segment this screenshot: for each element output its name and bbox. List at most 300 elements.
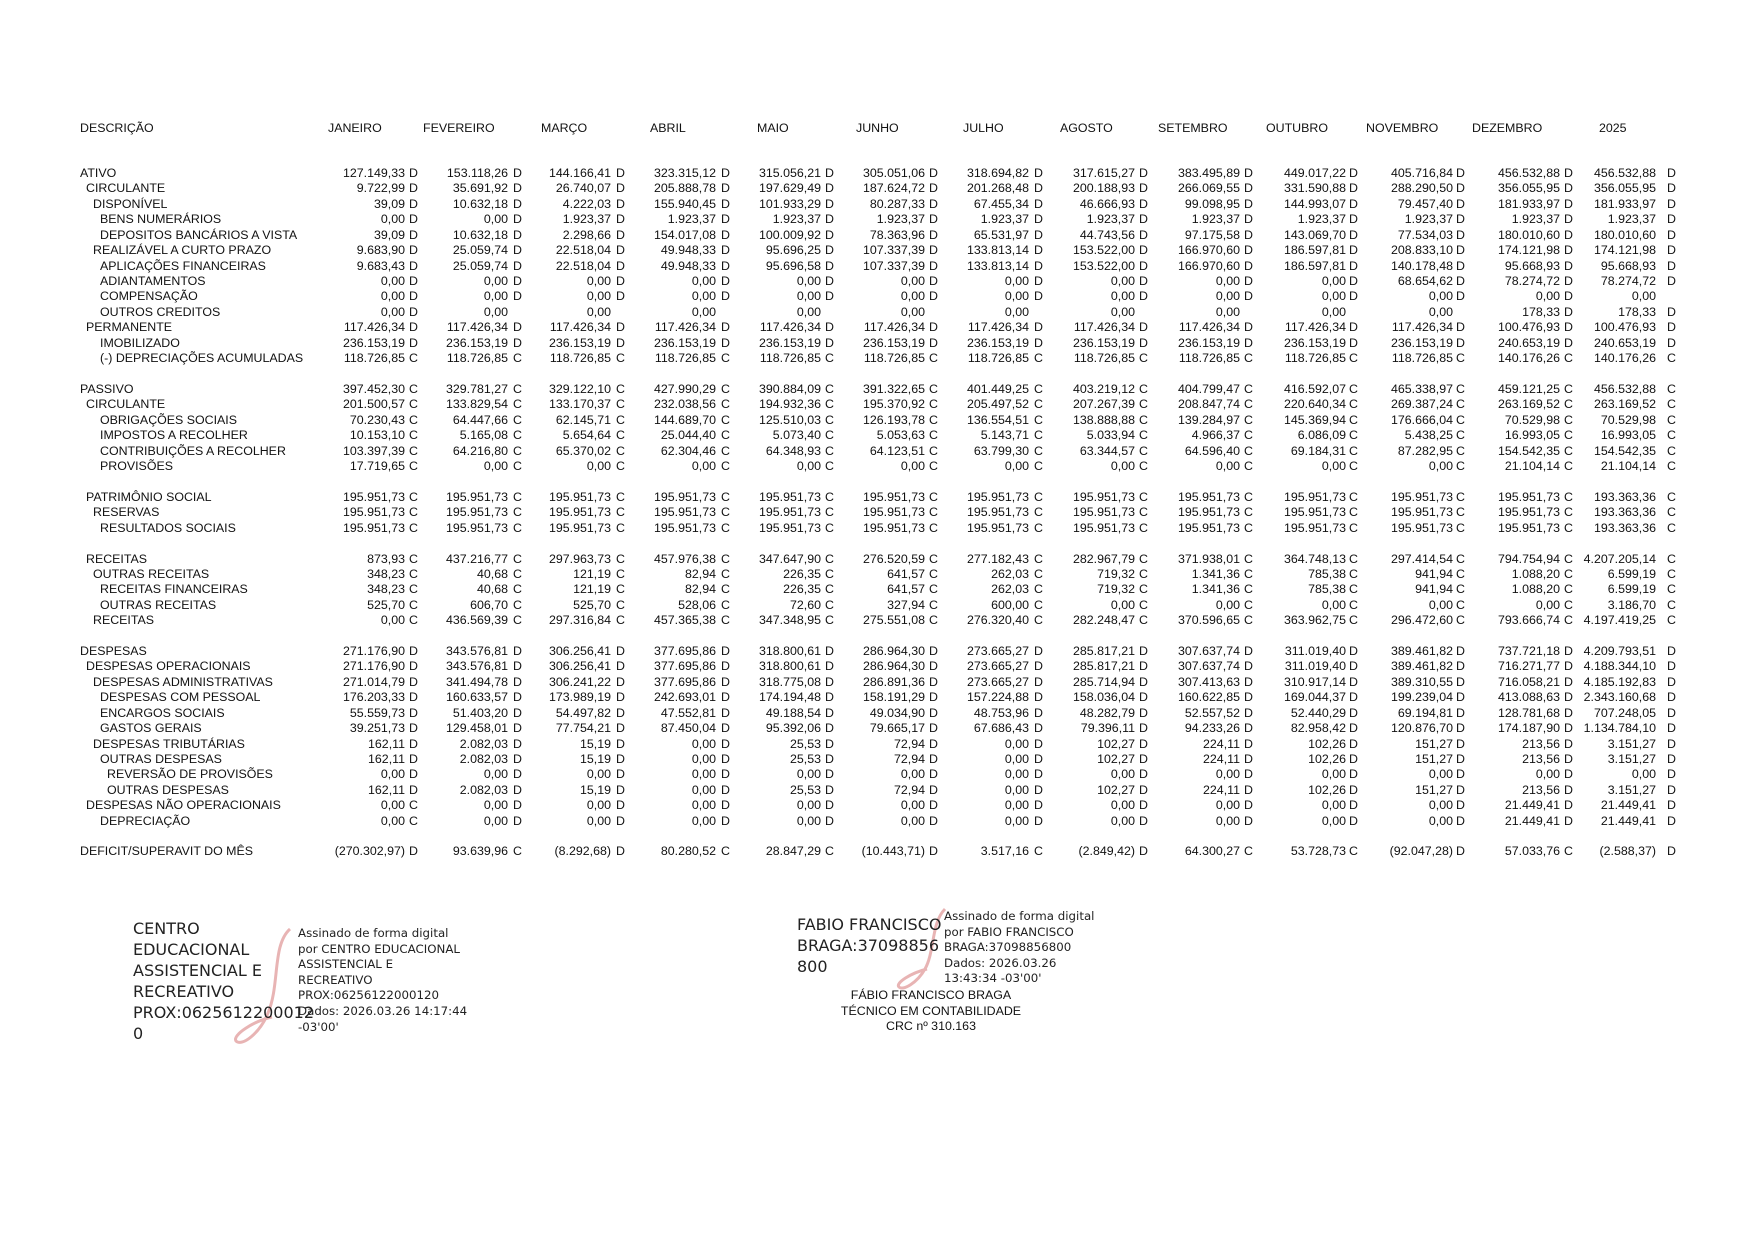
cell-balance-type: C	[409, 520, 418, 535]
cell-balance-type: C	[1564, 597, 1573, 612]
cell-value: 3.517,16	[980, 844, 1029, 859]
cell-balance-type: D	[1667, 705, 1676, 720]
cell-value: 240.653,19	[1497, 335, 1560, 350]
cell-balance-type: D	[721, 196, 730, 211]
cell-value: 341.494,78	[445, 674, 508, 689]
cell-balance-type: D	[1667, 243, 1676, 258]
cell-value: 356.055,95	[1497, 181, 1560, 196]
cell-balance-type: D	[616, 767, 625, 782]
cell-balance-type: D	[616, 751, 625, 766]
cell-balance-type: C	[513, 428, 522, 443]
cell-value: 271.014,79	[342, 674, 405, 689]
cell-balance-type: D	[825, 320, 834, 335]
cell-balance-type: D	[1034, 196, 1043, 211]
cell-value: 317.615,27	[1072, 166, 1135, 180]
cell-balance-type: C	[616, 520, 625, 535]
cell-value: 69.194,81	[1397, 705, 1453, 720]
cell-balance-type: D	[1564, 674, 1573, 689]
column-header: OUTUBRO	[1266, 121, 1328, 135]
cell-value: 457.365,38	[653, 613, 716, 628]
cell-value: 0,00	[900, 813, 925, 828]
cell-value: 26.740,07	[555, 181, 611, 196]
cell-balance-type: C	[1034, 582, 1043, 597]
cell-balance-type: C	[1667, 443, 1676, 458]
cell-balance-type: C	[1349, 505, 1358, 520]
cell-value: 49.188,54	[765, 705, 821, 720]
cell-value: 1.923,37	[1297, 212, 1346, 227]
cell-balance-type: D	[1456, 258, 1465, 273]
cell-value: 21.449,41	[1504, 813, 1560, 828]
cell-value: 0,00	[380, 767, 405, 782]
signer-name-left	[133, 918, 314, 1044]
cell-value: 72,94	[893, 751, 925, 766]
signature-text-line: ASSISTENCIAL E	[133, 961, 262, 980]
row-label: ENCARGOS SOCIAIS	[100, 705, 225, 720]
cell-value: 64.596,40	[1184, 443, 1240, 458]
cell-balance-type: D	[1564, 166, 1573, 180]
cell-balance-type: C	[409, 351, 418, 366]
cell-balance-type: D	[1349, 227, 1358, 242]
cell-value: 0,00	[586, 304, 611, 319]
cell-value: 64.447,66	[452, 412, 508, 427]
cell-balance-type: D	[721, 798, 730, 813]
cell-value: 3.151,27	[1607, 782, 1656, 797]
cell-balance-type: D	[513, 782, 522, 797]
cell-balance-type: D	[1349, 813, 1358, 828]
cell-value: 117.426,34	[1178, 320, 1240, 335]
cell-value: 449.017,22	[1283, 166, 1346, 180]
cell-value: 297.316,84	[548, 613, 611, 628]
cell-value: 101.933,29	[758, 196, 821, 211]
cell-balance-type: D	[1456, 335, 1465, 350]
cell-balance-type: D	[409, 844, 418, 859]
cell-value: 49.034,90	[869, 705, 925, 720]
cell-balance-type: D	[513, 227, 522, 242]
cell-balance-type: D	[929, 320, 938, 335]
cell-balance-type: C	[1667, 613, 1676, 628]
cell-balance-type: D	[409, 196, 418, 211]
cell-value: 201.268,48	[966, 181, 1029, 196]
cell-value: 195.951,73	[1390, 489, 1453, 504]
cell-value: 197.629,49	[758, 181, 821, 196]
cell-value: 236.153,19	[653, 335, 716, 350]
cell-value: 16.993,05	[1600, 428, 1656, 443]
cell-balance-type: C	[1139, 551, 1148, 566]
cell-balance-type: C	[513, 582, 522, 597]
cell-value: 46.666,93	[1079, 196, 1135, 211]
cell-value: 195.951,73	[966, 520, 1029, 535]
cell-balance-type: C	[409, 551, 418, 566]
cell-value: 0,00	[1004, 782, 1029, 797]
cell-balance-type: D	[929, 674, 938, 689]
cell-value: 6.599,19	[1607, 566, 1656, 581]
cell-balance-type: D	[1244, 813, 1253, 828]
cell-balance-type: D	[513, 289, 522, 304]
cell-value: 5.033,94	[1086, 428, 1135, 443]
cell-balance-type: D	[1349, 289, 1358, 304]
cell-balance-type: C	[513, 520, 522, 535]
cell-balance-type: C	[825, 412, 834, 427]
cell-value: 0,00	[796, 289, 821, 304]
signature-text-line: Assinado de forma digital	[298, 926, 449, 940]
cell-value: 0,00	[1321, 273, 1346, 288]
cell-balance-type: D	[513, 212, 522, 227]
cell-balance-type: C	[721, 551, 730, 566]
cell-balance-type: D	[1034, 721, 1043, 736]
cell-balance-type: C	[513, 505, 522, 520]
cell-value: 0,00	[1110, 458, 1135, 473]
cell-balance-type: D	[721, 243, 730, 258]
cell-value: 0,00	[380, 212, 405, 227]
cell-balance-type: C	[825, 844, 834, 859]
cell-value: 62.304,46	[660, 443, 716, 458]
cell-balance-type: D	[1034, 751, 1043, 766]
cell-balance-type: C	[1244, 551, 1253, 566]
column-header: FEVEREIRO	[423, 121, 495, 135]
cell-value: 0,00	[483, 304, 508, 319]
cell-value: 69.184,31	[1290, 443, 1346, 458]
cell-balance-type: D	[929, 212, 938, 227]
cell-balance-type: D	[1667, 751, 1676, 766]
cell-value: 427.990,29	[653, 381, 716, 396]
cell-value: 87.450,04	[660, 721, 716, 736]
cell-value: 719,32	[1097, 582, 1135, 597]
cell-value: 236.153,19	[862, 335, 925, 350]
cell-value: 154.017,08	[653, 227, 716, 242]
cell-value: 195.951,73	[1390, 520, 1453, 535]
column-header: JUNHO	[856, 121, 899, 135]
cell-value: 205.497,52	[966, 397, 1029, 412]
cell-balance-type: C	[721, 613, 730, 628]
cell-balance-type: C	[513, 597, 522, 612]
cell-balance-type: D	[616, 335, 625, 350]
cell-balance-type: C	[1349, 582, 1358, 597]
cell-value: 195.951,73	[548, 505, 611, 520]
cell-balance-type: D	[825, 273, 834, 288]
row-label: DESPESAS TRIBUTÁRIAS	[93, 736, 245, 751]
cell-balance-type: C	[1667, 458, 1676, 473]
cell-value: 107.337,39	[862, 258, 925, 273]
cell-value: 0,00	[1004, 751, 1029, 766]
cell-value: 15,19	[579, 782, 611, 797]
cell-balance-type: C	[825, 613, 834, 628]
cell-balance-type: C	[1244, 489, 1253, 504]
cell-balance-type: C	[409, 813, 418, 828]
cell-value: 77.754,21	[555, 721, 611, 736]
row-label: OUTROS CREDITOS	[100, 304, 221, 319]
cell-balance-type: D	[1667, 813, 1676, 828]
cell-balance-type: C	[513, 566, 522, 581]
cell-balance-type: D	[1349, 320, 1358, 335]
cell-balance-type: D	[721, 166, 730, 180]
cell-balance-type: D	[1564, 320, 1573, 335]
cell-balance-type: D	[409, 304, 418, 319]
signature-details-left	[298, 926, 467, 1035]
cell-value: (8.292,68)	[554, 844, 611, 859]
cell-balance-type: C	[1244, 428, 1253, 443]
cell-balance-type: C	[929, 412, 938, 427]
cell-balance-type: C	[616, 381, 625, 396]
cell-balance-type: D	[616, 181, 625, 196]
cell-value: 0,00	[796, 798, 821, 813]
cell-balance-type: C	[513, 443, 522, 458]
cell-balance-type: C	[1456, 613, 1465, 628]
cell-value: 0,00	[1004, 304, 1029, 319]
cell-balance-type: C	[1456, 351, 1465, 366]
cell-value: 0,00	[483, 212, 508, 227]
cell-value: 55.559,73	[349, 705, 405, 720]
signature-text-line: CENTRO	[133, 919, 200, 938]
cell-balance-type: D	[721, 767, 730, 782]
cell-balance-type: D	[1667, 166, 1676, 180]
cell-balance-type: D	[1034, 289, 1043, 304]
cell-value: 95.668,93	[1504, 258, 1560, 273]
cell-balance-type: D	[1139, 813, 1148, 828]
cell-value: 0,00	[1428, 458, 1453, 473]
cell-balance-type: C	[1667, 582, 1676, 597]
cell-value: 397.452,30	[342, 381, 405, 396]
cell-value: 436.569,39	[445, 613, 508, 628]
cell-balance-type: D	[721, 644, 730, 659]
cell-balance-type: D	[825, 705, 834, 720]
cell-value: 0,00	[380, 289, 405, 304]
cell-balance-type: D	[1139, 196, 1148, 211]
cell-balance-type: D	[1456, 767, 1465, 782]
signature-text-line: RECREATIVO	[133, 982, 235, 1001]
cell-balance-type: D	[721, 335, 730, 350]
cell-value: 0,00	[586, 767, 611, 782]
cell-value: 16.993,05	[1504, 428, 1560, 443]
cell-balance-type: D	[1139, 166, 1148, 180]
cell-balance-type: D	[1244, 721, 1253, 736]
cell-value: 133.813,14	[966, 243, 1029, 258]
cell-balance-type: D	[929, 782, 938, 797]
cell-value: 343.576,81	[445, 644, 508, 659]
cell-value: 48.282,79	[1079, 705, 1135, 720]
cell-balance-type: D	[1139, 751, 1148, 766]
cell-balance-type: D	[409, 243, 418, 258]
cell-value: 77.534,03	[1397, 227, 1453, 242]
cell-value: 389.310,55	[1390, 674, 1453, 689]
cell-value: 72,94	[893, 782, 925, 797]
cell-balance-type: D	[409, 705, 418, 720]
cell-balance-type: D	[513, 674, 522, 689]
cell-value: 195.951,73	[966, 489, 1029, 504]
cell-value: 39,09	[373, 196, 405, 211]
cell-balance-type: C	[1667, 505, 1676, 520]
cell-value: 416.592,07	[1283, 381, 1346, 396]
cell-balance-type: C	[1244, 381, 1253, 396]
cell-value: 63.344,57	[1079, 443, 1135, 458]
cell-balance-type: C	[1034, 443, 1043, 458]
cell-value: 120.876,70	[1390, 721, 1453, 736]
cell-balance-type: D	[1667, 798, 1676, 813]
cell-value: 2.082,03	[459, 751, 508, 766]
cell-value: 0,00	[483, 767, 508, 782]
cell-balance-type: C	[1456, 551, 1465, 566]
cell-balance-type: C	[929, 597, 938, 612]
cell-value: 174.121,98	[1497, 243, 1560, 258]
cell-balance-type: C	[409, 412, 418, 427]
cell-balance-type: D	[1349, 767, 1358, 782]
cell-balance-type: C	[721, 351, 730, 366]
cell-balance-type: D	[1564, 212, 1573, 227]
cell-value: 57.033,76	[1504, 844, 1560, 859]
cell-balance-type: D	[1349, 196, 1358, 211]
cell-balance-type: C	[1564, 566, 1573, 581]
cell-balance-type: C	[1456, 582, 1465, 597]
cell-value: 94.233,26	[1184, 721, 1240, 736]
cell-value: 213,56	[1522, 782, 1560, 797]
cell-value: 1.134.784,10	[1583, 721, 1656, 736]
cell-value: 151,27	[1415, 782, 1453, 797]
cell-balance-type: D	[409, 212, 418, 227]
row-label: DESPESAS	[80, 644, 147, 659]
row-label: DESPESAS ADMINISTRATIVAS	[93, 674, 273, 689]
cell-value: 288.290,50	[1390, 181, 1453, 196]
cell-balance-type: C	[513, 489, 522, 504]
cell-value: 117.426,34	[343, 320, 405, 335]
cell-value: 794.754,94	[1497, 551, 1560, 566]
cell-value: 121,19	[573, 582, 611, 597]
cell-value: 0,00	[1110, 597, 1135, 612]
cell-value: 195.951,73	[653, 505, 716, 520]
cell-balance-type: D	[1667, 782, 1676, 797]
cell-value: 195.951,73	[1390, 505, 1453, 520]
cell-balance-type: C	[1244, 412, 1253, 427]
cell-value: 195.951,73	[445, 489, 508, 504]
cell-balance-type: C	[721, 458, 730, 473]
cell-balance-type: D	[1244, 212, 1253, 227]
signature-text-line: 13:43:34 -03'00'	[944, 971, 1042, 986]
cell-balance-type: C	[1564, 551, 1573, 566]
cell-balance-type: D	[721, 674, 730, 689]
cell-value: 1.923,37	[772, 212, 821, 227]
row-label: (-) DEPRECIAÇÕES ACUMULADAS	[100, 351, 304, 366]
cell-value: 9.683,43	[356, 258, 405, 273]
cell-value: 236.153,19	[342, 335, 405, 350]
cell-value: 118.726,85	[863, 351, 925, 366]
cell-balance-type: D	[929, 659, 938, 674]
cell-value: 173.989,19	[548, 690, 611, 705]
cell-balance-type: D	[721, 181, 730, 196]
cell-balance-type: D	[616, 644, 625, 659]
signature-text-line: Dados: 2026.03.26	[944, 955, 1057, 970]
cell-value: 0,00	[1110, 798, 1135, 813]
cell-value: 25,53	[789, 751, 821, 766]
cell-balance-type: D	[825, 813, 834, 828]
cell-value: 162,11	[368, 782, 405, 797]
cell-value: 347.647,90	[758, 551, 821, 566]
cell-balance-type: D	[1139, 721, 1148, 736]
cell-value: 785,38	[1308, 582, 1346, 597]
cell-balance-type: D	[1667, 736, 1676, 751]
cell-value: 155.940,45	[653, 196, 716, 211]
column-header: AGOSTO	[1060, 121, 1113, 135]
cell-balance-type: D	[1244, 659, 1253, 674]
cell-balance-type: D	[1349, 258, 1358, 273]
cell-value: 72,94	[893, 736, 925, 751]
cell-value: 391.322,65	[862, 381, 925, 396]
cell-balance-type: C	[721, 597, 730, 612]
cell-value: 78.274,72	[1600, 273, 1656, 288]
cell-balance-type: C	[1139, 351, 1148, 366]
cell-balance-type: D	[513, 181, 522, 196]
cell-value: 44.743,56	[1079, 227, 1135, 242]
cell-value: 0,00	[380, 798, 405, 813]
cell-value: 129.458,01	[445, 721, 508, 736]
cell-balance-type: C	[513, 397, 522, 412]
cell-value: 138.888,88	[1072, 412, 1135, 427]
cell-value: 195.951,73	[445, 520, 508, 535]
cell-balance-type: C	[409, 381, 418, 396]
row-label: RECEITAS	[86, 551, 148, 566]
cell-value: 220.640,34	[1283, 397, 1346, 412]
cell-balance-type: D	[721, 289, 730, 304]
cell-balance-type: C	[929, 582, 938, 597]
cell-balance-type: D	[721, 736, 730, 751]
cell-balance-type: D	[1456, 227, 1465, 242]
cell-balance-type: C	[1667, 551, 1676, 566]
cell-value: 118.726,85	[1391, 351, 1453, 366]
cell-value: 0,00	[691, 751, 716, 766]
cell-value: 174.187,90	[1497, 721, 1560, 736]
cell-balance-type: D	[409, 335, 418, 350]
cell-value: 195.951,73	[548, 520, 611, 535]
cell-balance-type: D	[929, 798, 938, 813]
signature-text-line: por CENTRO EDUCACIONAL	[298, 941, 460, 956]
cell-balance-type: D	[1244, 181, 1253, 196]
cell-balance-type: D	[513, 243, 522, 258]
cell-value: 306.256,41	[548, 644, 611, 659]
cell-value: 413.088,63	[1497, 690, 1560, 705]
cell-value: 525,70	[367, 597, 405, 612]
cell-value: 195.951,73	[1283, 489, 1346, 504]
cell-balance-type: D	[929, 227, 938, 242]
cell-value: 873,93	[367, 551, 405, 566]
cell-value: 224,11	[1203, 736, 1240, 751]
cell-value: 65.531,97	[973, 227, 1029, 242]
cell-value: 93.639,96	[452, 844, 508, 859]
cell-value: 785,38	[1308, 566, 1346, 581]
cell-value: 21.449,41	[1600, 813, 1656, 828]
cell-balance-type: D	[1564, 659, 1573, 674]
cell-balance-type: D	[929, 273, 938, 288]
cell-value: 600,00	[991, 597, 1029, 612]
cell-balance-type: C	[1349, 458, 1358, 473]
cell-value: 158.036,04	[1072, 690, 1135, 705]
cell-balance-type: C	[616, 443, 625, 458]
cell-balance-type: D	[1456, 644, 1465, 659]
cell-balance-type: C	[1034, 613, 1043, 628]
cell-value: 2.298,66	[562, 227, 611, 242]
cell-value: 0,00	[900, 458, 925, 473]
cell-value: 0,00	[1428, 304, 1453, 319]
signature-text-line: TÉCNICO EM CONTABILIDADE	[840, 1003, 1022, 1018]
cell-value: 0,00	[1428, 767, 1453, 782]
cell-balance-type: D	[513, 798, 522, 813]
cell-value: 162,11	[368, 751, 405, 766]
cell-balance-type: C	[1139, 489, 1148, 504]
cell-balance-type: D	[1564, 243, 1573, 258]
cell-value: 0,00	[1535, 289, 1560, 304]
cell-value: 716.058,21	[1497, 674, 1560, 689]
cell-value: 208.833,10	[1390, 243, 1453, 258]
cell-balance-type: D	[616, 243, 625, 258]
signature-text-line: FÁBIO FRANCISCO BRAGA	[850, 988, 1012, 1002]
cell-balance-type: D	[1349, 243, 1358, 258]
row-label: OUTRAS DESPESAS	[100, 751, 222, 766]
